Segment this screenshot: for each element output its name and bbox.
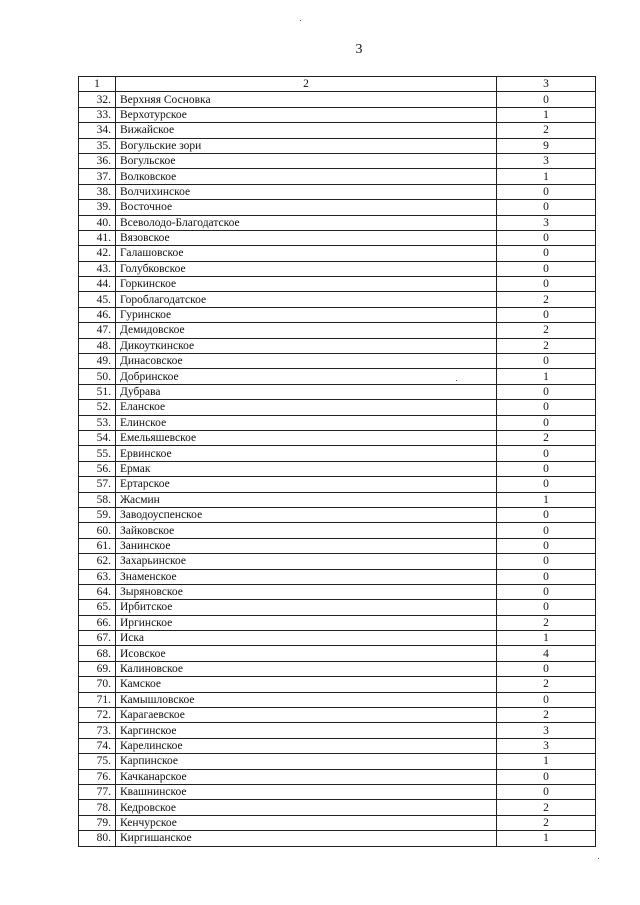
row-value: 0	[497, 692, 596, 707]
table-row	[79, 184, 596, 199]
table-row	[79, 631, 596, 646]
row-name: Голубковское	[116, 261, 497, 276]
row-number: 77.	[79, 784, 116, 799]
table-row	[79, 261, 596, 276]
row-name: Вязовское	[116, 230, 497, 245]
row-name: Ервинское	[116, 446, 497, 461]
row-number: 39.	[79, 200, 116, 215]
row-number: 61.	[79, 538, 116, 553]
row-name: Гороблагодатское	[116, 292, 497, 307]
row-name: Камышловское	[116, 692, 497, 707]
row-name: Галашовское	[116, 246, 497, 261]
table-row	[79, 677, 596, 692]
table-row	[79, 338, 596, 353]
row-number: 48.	[79, 338, 116, 353]
table-row	[79, 277, 596, 292]
row-name: Качканарское	[116, 769, 497, 784]
table-row	[79, 415, 596, 430]
row-name: Карпинское	[116, 754, 497, 769]
row-name: Вогульские зори	[116, 138, 497, 153]
row-number: 49.	[79, 354, 116, 369]
row-value: 3	[497, 215, 596, 230]
table-row	[79, 507, 596, 522]
row-number: 44.	[79, 277, 116, 292]
row-name: Гуринское	[116, 307, 497, 322]
row-name: Ертарское	[116, 477, 497, 492]
table-row	[79, 323, 596, 338]
row-number: 52.	[79, 400, 116, 415]
scan-speck	[598, 858, 599, 859]
row-number: 50.	[79, 369, 116, 384]
table-row	[79, 600, 596, 615]
row-name: Ирбитское	[116, 600, 497, 615]
row-name: Восточное	[116, 200, 497, 215]
row-value: 3	[497, 738, 596, 753]
table-row	[79, 153, 596, 168]
table-row	[79, 369, 596, 384]
table-row	[79, 169, 596, 184]
table-row	[79, 646, 596, 661]
table-body	[79, 77, 596, 847]
header-col-3: 3	[497, 77, 596, 92]
row-name: Демидовское	[116, 323, 497, 338]
table-row	[79, 107, 596, 122]
row-number: 69.	[79, 661, 116, 676]
row-value: 1	[497, 831, 596, 846]
row-number: 59.	[79, 507, 116, 522]
row-number: 76.	[79, 769, 116, 784]
row-value: 9	[497, 138, 596, 153]
row-number: 80.	[79, 831, 116, 846]
table-row	[79, 554, 596, 569]
row-value: 0	[497, 784, 596, 799]
row-number: 51.	[79, 384, 116, 399]
table-row	[79, 615, 596, 630]
row-value: 0	[497, 661, 596, 676]
row-name: Ермак	[116, 461, 497, 476]
row-number: 62.	[79, 554, 116, 569]
row-name: Заводоуспенское	[116, 507, 497, 522]
table-row	[79, 769, 596, 784]
table-row	[79, 446, 596, 461]
row-value: 0	[497, 584, 596, 599]
table-row	[79, 400, 596, 415]
row-value: 0	[497, 277, 596, 292]
table-row	[79, 831, 596, 846]
row-number: 74.	[79, 738, 116, 753]
table-row	[79, 569, 596, 584]
row-value: 0	[497, 400, 596, 415]
row-value: 0	[497, 384, 596, 399]
row-value: 2	[497, 430, 596, 445]
table-row	[79, 523, 596, 538]
row-number: 70.	[79, 677, 116, 692]
table-row	[79, 215, 596, 230]
row-value: 2	[497, 323, 596, 338]
table-row	[79, 92, 596, 107]
table-row	[79, 784, 596, 799]
row-value: 0	[497, 261, 596, 276]
row-value: 0	[497, 307, 596, 322]
table-row	[79, 661, 596, 676]
row-value: 0	[497, 523, 596, 538]
row-number: 57.	[79, 477, 116, 492]
row-number: 35.	[79, 138, 116, 153]
row-value: 0	[497, 184, 596, 199]
row-value: 0	[497, 446, 596, 461]
row-number: 42.	[79, 246, 116, 261]
row-number: 43.	[79, 261, 116, 276]
row-name: Елинское	[116, 415, 497, 430]
row-number: 60.	[79, 523, 116, 538]
row-name: Дикоуткинское	[116, 338, 497, 353]
row-value: 2	[497, 815, 596, 830]
row-name: Горкинское	[116, 277, 497, 292]
row-name: Камское	[116, 677, 497, 692]
row-name: Иргинское	[116, 615, 497, 630]
row-name: Жасмин	[116, 492, 497, 507]
row-number: 47.	[79, 323, 116, 338]
row-value: 1	[497, 169, 596, 184]
row-value: 0	[497, 569, 596, 584]
row-name: Динасовское	[116, 354, 497, 369]
row-value: 2	[497, 677, 596, 692]
row-name: Захарьинское	[116, 554, 497, 569]
row-name: Карелинское	[116, 738, 497, 753]
row-name: Зайковское	[116, 523, 497, 538]
row-name: Емельяшевское	[116, 430, 497, 445]
row-number: 79.	[79, 815, 116, 830]
table-row	[79, 477, 596, 492]
row-number: 36.	[79, 153, 116, 168]
settlements-table	[78, 76, 596, 847]
table-row	[79, 492, 596, 507]
row-value: 0	[497, 554, 596, 569]
row-name: Волчихинское	[116, 184, 497, 199]
table-row	[79, 246, 596, 261]
row-number: 58.	[79, 492, 116, 507]
row-value: 1	[497, 492, 596, 507]
row-value: 0	[497, 600, 596, 615]
row-name: Волковское	[116, 169, 497, 184]
row-value: 1	[497, 369, 596, 384]
table-row	[79, 815, 596, 830]
row-name: Дубрава	[116, 384, 497, 399]
row-number: 32.	[79, 92, 116, 107]
row-name: Занинское	[116, 538, 497, 553]
row-value: 2	[497, 338, 596, 353]
row-name: Карагаевское	[116, 708, 497, 723]
page-number: 3	[355, 42, 363, 57]
table-row	[79, 538, 596, 553]
row-name: Иска	[116, 631, 497, 646]
row-value: 0	[497, 461, 596, 476]
row-name: Еланское	[116, 400, 497, 415]
row-value: 0	[497, 415, 596, 430]
row-name: Верхотурское	[116, 107, 497, 122]
row-name: Кедровское	[116, 800, 497, 815]
table-row	[79, 723, 596, 738]
row-name: Кенчурское	[116, 815, 497, 830]
row-number: 65.	[79, 600, 116, 615]
row-number: 41.	[79, 230, 116, 245]
row-value: 4	[497, 646, 596, 661]
row-number: 38.	[79, 184, 116, 199]
row-value: 0	[497, 92, 596, 107]
row-number: 66.	[79, 615, 116, 630]
table-header-row	[79, 77, 596, 92]
row-value: 2	[497, 708, 596, 723]
row-number: 40.	[79, 215, 116, 230]
table-row	[79, 307, 596, 322]
scan-speck	[300, 20, 301, 21]
row-name: Вижайское	[116, 123, 497, 138]
row-number: 56.	[79, 461, 116, 476]
table-row	[79, 384, 596, 399]
row-number: 67.	[79, 631, 116, 646]
row-name: Всеволодо-Благодатское	[116, 215, 497, 230]
row-value: 0	[497, 477, 596, 492]
row-value: 1	[497, 107, 596, 122]
row-name: Каргинское	[116, 723, 497, 738]
row-value: 3	[497, 723, 596, 738]
row-number: 78.	[79, 800, 116, 815]
table-row	[79, 430, 596, 445]
row-value: 1	[497, 631, 596, 646]
row-name: Верхняя Сосновка	[116, 92, 497, 107]
table-row	[79, 354, 596, 369]
row-number: 68.	[79, 646, 116, 661]
row-number: 63.	[79, 569, 116, 584]
table-row	[79, 708, 596, 723]
scan-speck	[456, 380, 457, 381]
row-value: 2	[497, 292, 596, 307]
row-number: 33.	[79, 107, 116, 122]
row-value: 2	[497, 123, 596, 138]
row-number: 71.	[79, 692, 116, 707]
row-name: Добринское	[116, 369, 497, 384]
row-name: Киргишанское	[116, 831, 497, 846]
row-number: 75.	[79, 754, 116, 769]
header-col-2: 2	[116, 77, 497, 92]
row-value: 0	[497, 769, 596, 784]
row-value: 0	[497, 200, 596, 215]
row-number: 37.	[79, 169, 116, 184]
row-value: 0	[497, 538, 596, 553]
row-name: Знаменское	[116, 569, 497, 584]
row-number: 54.	[79, 430, 116, 445]
table-row	[79, 754, 596, 769]
row-number: 53.	[79, 415, 116, 430]
table-row	[79, 138, 596, 153]
row-name: Калиновское	[116, 661, 497, 676]
row-number: 64.	[79, 584, 116, 599]
row-number: 55.	[79, 446, 116, 461]
row-value: 2	[497, 615, 596, 630]
row-number: 46.	[79, 307, 116, 322]
table-row	[79, 584, 596, 599]
table-row	[79, 692, 596, 707]
row-value: 0	[497, 230, 596, 245]
row-value: 0	[497, 246, 596, 261]
row-number: 45.	[79, 292, 116, 307]
row-value: 2	[497, 800, 596, 815]
table-row	[79, 461, 596, 476]
row-value: 0	[497, 354, 596, 369]
row-value: 1	[497, 754, 596, 769]
row-value: 3	[497, 153, 596, 168]
table-row	[79, 292, 596, 307]
table-row	[79, 738, 596, 753]
row-number: 72.	[79, 708, 116, 723]
table-row	[79, 123, 596, 138]
row-name: Зыряновское	[116, 584, 497, 599]
header-col-1: 1	[79, 77, 116, 92]
row-name: Исовское	[116, 646, 497, 661]
row-value: 0	[497, 507, 596, 522]
table-row	[79, 230, 596, 245]
row-name: Вогульское	[116, 153, 497, 168]
row-name: Квашнинское	[116, 784, 497, 799]
table-row	[79, 800, 596, 815]
table-row	[79, 200, 596, 215]
row-number: 34.	[79, 123, 116, 138]
row-number: 73.	[79, 723, 116, 738]
